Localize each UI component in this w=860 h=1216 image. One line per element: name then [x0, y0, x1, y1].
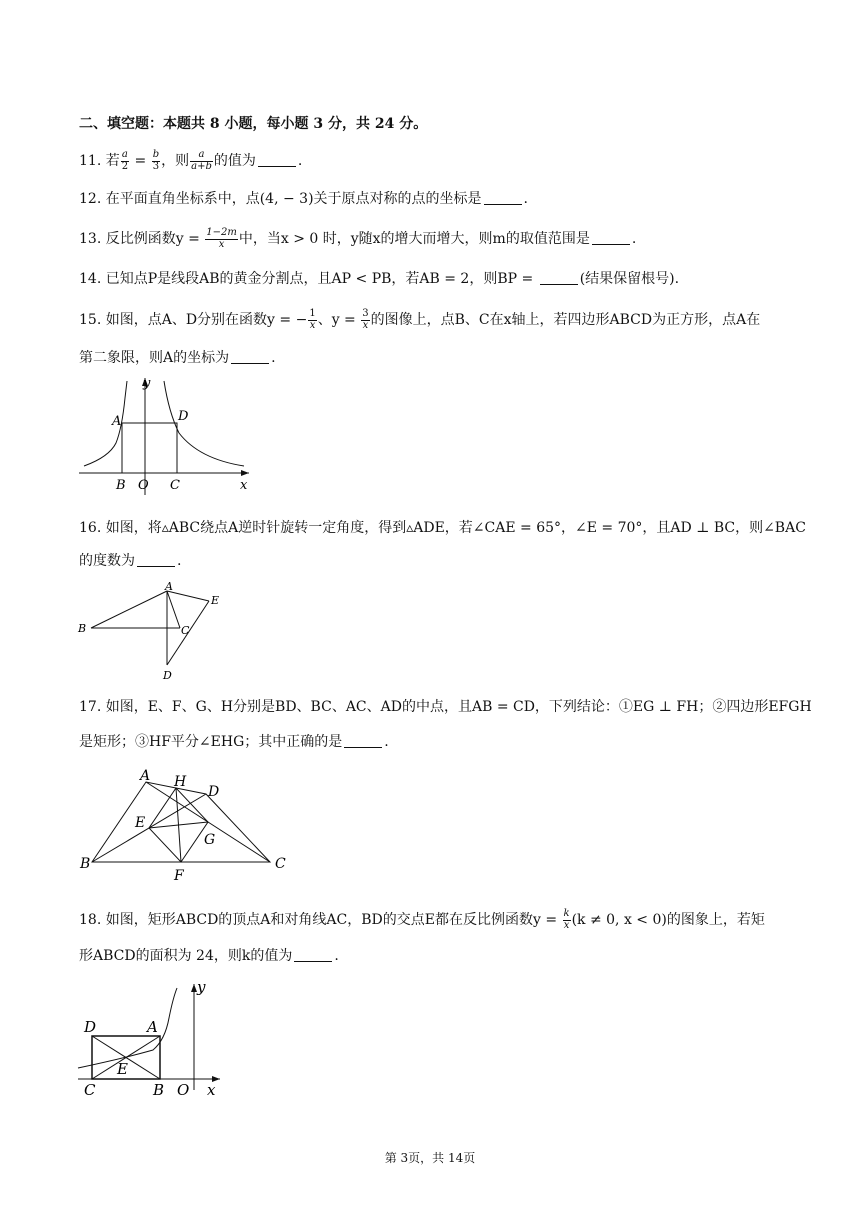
q15-square-abcd: [122, 423, 177, 473]
q16-end: .: [177, 553, 182, 569]
page-footer: 第 3页，共 14页: [384, 1151, 476, 1165]
q15-line-2-text: 第二象限，则A的坐标为: [79, 350, 230, 366]
question-16-line-2: [79, 553, 181, 570]
q15-fraction-3-over-x: $\frac{3}{x}$: [362, 308, 369, 331]
question-15-line-2: [79, 350, 276, 367]
q17-label-e: E: [135, 815, 146, 831]
q15-text-1: 15. 如图，点A、D分别在函数y = −: [79, 312, 308, 328]
q16-figure: [74, 578, 234, 683]
q15-end: .: [271, 350, 276, 366]
q11-number: 11.: [79, 153, 102, 169]
q17-label-g: G: [204, 832, 216, 848]
q16-line-2-text: 的度数为: [79, 553, 135, 569]
q11-end: .: [297, 153, 303, 169]
q15-x-arrow: [241, 470, 249, 476]
q16-label-b: B: [78, 622, 87, 635]
q14-answer-blank[interactable]: [540, 283, 578, 285]
q18-label-e: E: [117, 1060, 128, 1078]
q16-segment-ba: [91, 591, 167, 628]
q13-fraction: $\frac{1-2m}{x}$: [206, 227, 237, 250]
question-13: [79, 228, 636, 250]
q17-label-h: H: [174, 774, 187, 790]
q17-label-c: C: [275, 856, 286, 872]
q15-label-o: O: [138, 478, 149, 493]
q17-line-2-text: 是矩形；③HF平分∠EHG；其中正确的是: [79, 734, 343, 750]
q16-label-d: D: [163, 669, 172, 682]
q15-fraction-1-over-x: $\frac{1}{x}$: [309, 308, 316, 331]
q16-segment-ae: [167, 591, 209, 601]
q17-label-f: F: [174, 868, 184, 884]
q18-end: .: [334, 948, 339, 964]
q18-label-d: D: [84, 1018, 97, 1036]
q13-answer-blank[interactable]: [592, 243, 630, 245]
q18-figure: [75, 978, 235, 1100]
q16-line-1-text: 16. 如图，将▵ABC绕点A逆时针旋转一定角度，得到▵ADE，若∠CAE = 65°，∠E = 70°，且AD ⊥ BC，则∠BAC: [79, 520, 806, 536]
q11-text-3: 的值为: [213, 153, 256, 169]
q15-label-b: B: [116, 478, 126, 493]
q18-label-y: y: [197, 978, 206, 996]
q17-label-b: B: [80, 856, 91, 872]
question-14: [79, 271, 679, 288]
q16-label-e: E: [211, 594, 220, 607]
q16-label-c: C: [181, 624, 190, 637]
q15-figure: [74, 373, 264, 498]
question-17-line-2: [79, 734, 389, 751]
question-18-line-2: [79, 948, 339, 965]
q11-equals: =: [130, 153, 151, 169]
q18-label-o: O: [177, 1081, 190, 1099]
q11-fraction-a-over-a-plus-b: $\frac{a}{a+b}$: [191, 149, 212, 172]
q12-text: 12. 在平面直角坐标系中，点(4, − 3)关于原点对称的点的坐标是: [79, 191, 482, 207]
q15-text-3: 的图像上，点B、C在x轴上，若四边形ABCD为正方形，点A在: [370, 312, 761, 328]
question-16-line-1: [79, 520, 806, 537]
q11-fraction-b-over-3: $\frac{b}{3}$: [152, 149, 160, 172]
q18-label-b: B: [153, 1081, 165, 1099]
q15-label-x: x: [240, 478, 248, 493]
question-12: [79, 191, 528, 208]
q15-label-c: C: [170, 478, 180, 493]
q11-fraction-a-over-2: $\frac{a}{2}$: [121, 149, 129, 172]
q17-figure: [78, 764, 293, 886]
q14-end: (结果保留根号).: [579, 271, 680, 287]
q18-text-1: 18. 如图，矩形ABCD的顶点A和对角线AC，BD的交点E都在反比例函数y =: [79, 912, 562, 928]
q18-line-2-text: 形ABCD的面积为 24，则k的值为: [79, 948, 293, 964]
q11-text-2: ，则: [161, 153, 190, 169]
q15-text-2: 、y =: [317, 312, 361, 328]
q17-label-d: D: [208, 784, 220, 800]
q18-label-a: A: [147, 1018, 158, 1036]
q11-answer-blank[interactable]: [258, 165, 296, 167]
q12-end: .: [523, 191, 528, 207]
q11-text-1: 若: [105, 153, 120, 169]
q13-end: .: [631, 231, 637, 247]
q15-label-d: D: [178, 409, 189, 424]
q18-text-2: (k ≠ 0, x < 0)的图象上，若矩: [571, 912, 765, 928]
question-17-line-1: [79, 699, 812, 716]
q16-segment-ac: [167, 591, 180, 628]
q15-label-y: y: [143, 376, 151, 391]
q17-answer-blank[interactable]: [344, 746, 382, 748]
q17-label-a: A: [140, 768, 151, 784]
q15-answer-blank[interactable]: [231, 362, 269, 364]
q13-text-2: 中，当x > 0 时，y随x的增大而增大，则m的取值范围是: [238, 231, 590, 247]
q16-answer-blank[interactable]: [137, 565, 175, 567]
q18-label-c: C: [84, 1081, 96, 1099]
section-title: 二、填空题：本题共 8 小题，每小题 3 分，共 24 分。: [79, 116, 428, 132]
q18-label-x: x: [207, 1081, 216, 1099]
q13-text-1: 13. 反比例函数y =: [79, 231, 205, 247]
q17-line-1-text: 17. 如图，E、F、G、H分别是BD、BC、AC、AD的中点，且AB = CD，下列结论：①EG ⊥ FH；②四边形EFGH: [79, 699, 812, 715]
q16-label-a: A: [165, 580, 173, 593]
question-15-line-1: [79, 309, 760, 331]
question-18-line-1: [79, 909, 765, 931]
q17-end: .: [384, 734, 389, 750]
q18-answer-blank[interactable]: [294, 960, 332, 962]
q15-label-a: A: [112, 414, 122, 429]
q12-answer-blank[interactable]: [484, 203, 522, 205]
q18-fraction-k-over-x: $\frac{k}{x}$: [563, 908, 570, 931]
question-11: [79, 150, 302, 172]
q14-text: 14. 已知点P是线段AB的黄金分割点，且AP < PB，若AB = 2，则BP =: [79, 271, 538, 287]
